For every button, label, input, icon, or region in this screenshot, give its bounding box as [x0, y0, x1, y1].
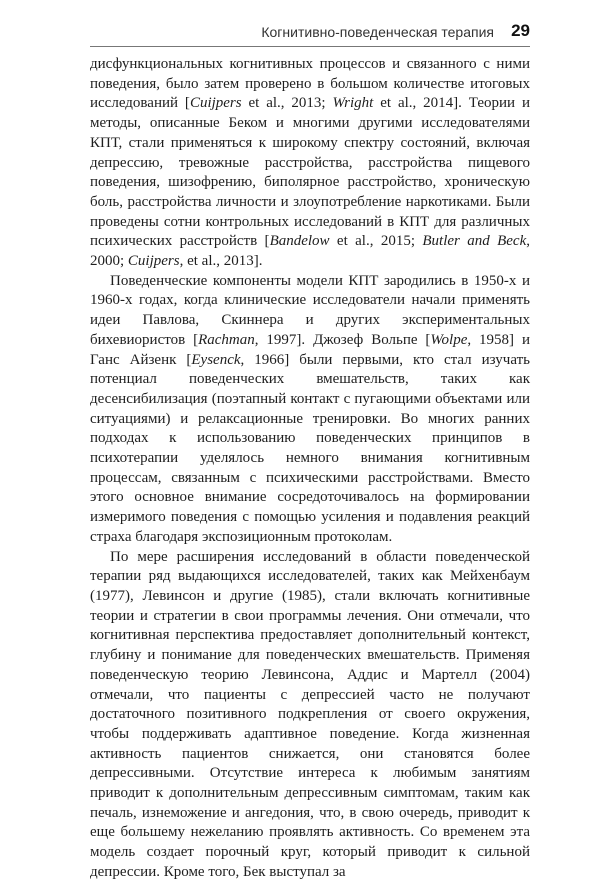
text-run: , 1997]. Джозеф Вольпе [: [254, 331, 431, 348]
citation-author: Eysenck: [191, 351, 241, 368]
text-run: , 1966] были первыми, кто стал изучать потенциал поведенческих вмешательств, таких как десенсибилизация (поэтапный контакт с пугающими объектами или ситуациями) и релаксационные тренировки. Во многих ранних подходах к использованию поведенческих принципов в психотерапии уделялось немного внимания когнитивным процессам, связанным с психическими расстройствами. Вместо этого основное внимание сосредоточивалось на формировании измеримого поведения с помощью усиления и подавления реакций страха благодаря экспозиционным протоколам.: [90, 351, 530, 545]
running-header: [90, 22, 530, 42]
page-number: 29: [511, 21, 530, 40]
citation-author: Cuijpers: [127, 253, 180, 270]
text-run: et al., 2014]. Теории и методы, описанные Беком и многими другими исследователями КПТ, стали применяться к широкому спектру состояний, включая депрессию, тревожные расстройства, расстройства пищевого поведения, шизофрению, биполярное расстройство, хроническую боль, расстройства личности и злоупотребление наркотиками. Были проведены сотни контрольных исследований в КПТ для различных психических расстройств [: [90, 95, 531, 250]
citation-author: Butler and Beck: [422, 233, 527, 250]
header-rule: [90, 46, 530, 47]
text-run: et al., 2013;: [241, 95, 333, 112]
text-run: , 2000;: [90, 233, 530, 270]
paragraph: [90, 272, 530, 548]
text-run: дисфункциональных когнитивных процессов и связанного с ними поведения, было затем проверено в большом количестве итоговых исследований [: [90, 56, 530, 112]
body-text: [90, 55, 530, 883]
citation-author: Rachman: [198, 331, 255, 348]
citation-author: Cuijpers: [189, 95, 242, 112]
text-run: Поведенческие компоненты модели КПТ зародились в 1950-х и 1960-х годах, когда клинические исследователи начали применять идеи Павлова, Скиннера и других экспериментальных бихевиористов [: [90, 272, 530, 348]
running-title: Когнитивно-поведенческая терапия: [261, 24, 494, 40]
text-run: По мере расширения исследований в области поведенческой терапии ряд выдающихся исследователей, таких как Мейхенбаум (1977), Левинсон и другие (1985), стали включать когнитивные теории и стратегии в свои программы лечения. Они отмечали, что когнитивная перспектива предоставляет дополнительный контекст, глубину и понимание для поведенческих вмешательств. Применяя поведенческую теорию Левинсона, Аддис и Мартелл (2004) отмечали, что пациенты с депрессией часто не получают достаточного позитивного подкрепления от своего окружения, чтобы поддерживать адаптивное поведение. Когда жизненная активность пациентов снижается, они становятся более депрессивными. Отсутствие интереса к любимым занятиям приводит к дополнительным депрессивным симптомам, таким как печаль, изнеможение и ангедония, что, в свою очередь, приводит к еще большему нежеланию проявлять активность. Со временем эта модель создает порочный круг, который приводит к сильной депрессии. Кроме того, Бек выступал за: [90, 548, 530, 880]
citation-author: Bandelow: [269, 233, 330, 250]
citation-author: Wright: [332, 95, 374, 112]
text-run: , 1958] и Ганс Айзенк [: [90, 331, 530, 368]
paragraph: [90, 548, 530, 883]
text-run: et al., 2015;: [329, 233, 423, 250]
paragraph: [90, 55, 530, 272]
text-run: , et al., 2013].: [179, 253, 263, 270]
citation-author: Wolpe: [430, 331, 468, 348]
